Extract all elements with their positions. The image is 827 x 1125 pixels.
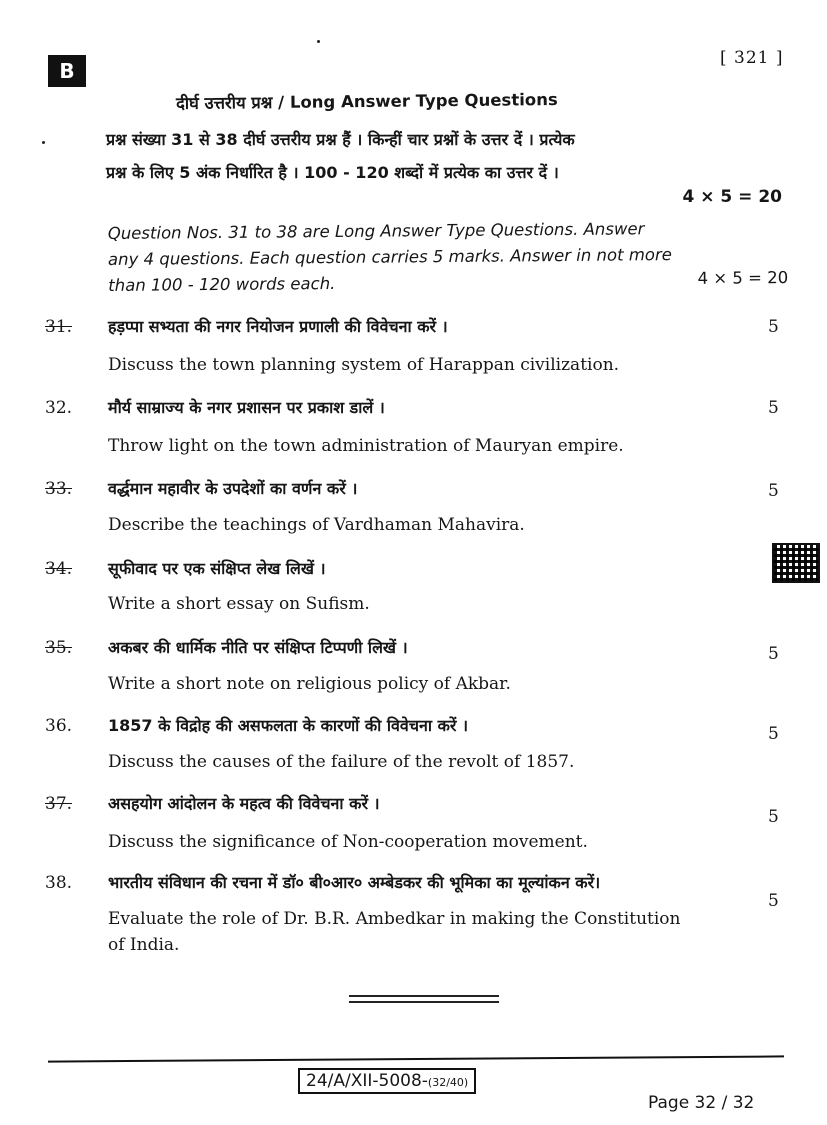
question-hindi: वर्द्धमान महावीर के उपदेशों का वर्णन करें । <box>108 479 358 498</box>
page-number: Page 32 / 32 <box>648 1093 755 1113</box>
end-rule <box>349 995 499 997</box>
footer-code: 24/A/XII-5008- <box>306 1071 428 1091</box>
question-english: Discuss the significance of Non-cooperation movement. <box>108 832 588 852</box>
question-english: Evaluate the role of Dr. B.R. Ambedkar in making the Constitution <box>108 909 681 929</box>
question-number: 37. <box>45 794 73 814</box>
question-english: Discuss the town planning system of Harappan civilization. <box>108 355 620 375</box>
question-number: 34. <box>45 559 73 579</box>
hindi-instruction-line-2: प्रश्न के लिए 5 अंक निर्धारित है । 100 - 120 शब्दों में प्रत्येक का उत्तर दें । <box>106 163 559 182</box>
question-marks: 5 <box>768 807 779 827</box>
question-hindi: 1857 के विद्रोह की असफलता के कारणों की विवेचना करें । <box>108 716 469 735</box>
question-marks: 5 <box>768 317 779 337</box>
hindi-instructions <box>106 123 796 189</box>
question-hindi: भारतीय संविधान की रचना में डॉ० बी०आर० अम्बेडकर की भूमिका का मूल्यांकन करें। <box>108 873 601 892</box>
question-marks: 5 <box>768 644 779 664</box>
question-english: Throw light on the town administration of Mauryan empire. <box>108 436 624 456</box>
english-instruction-line-2: any 4 questions. Each question carries 5 marks. Answer in not more <box>107 245 672 269</box>
question-hindi: मौर्य साम्राज्य के नगर प्रशासन पर प्रकाश डालें । <box>108 398 385 417</box>
question-number: 35. <box>45 638 73 658</box>
question-hindi: हड़प्पा सभ्यता की नगर नियोजन प्रणाली की विवेचना करें । <box>108 317 448 336</box>
question-number: 31. <box>45 317 73 337</box>
question-english: Write a short essay on Sufism. <box>108 594 370 614</box>
footer-code-small: (32/40) <box>427 1076 469 1089</box>
question-number: 38. <box>45 873 73 893</box>
question-number: 36. <box>45 716 73 736</box>
question-english: Describe the teachings of Vardhaman Mahavira. <box>108 515 525 535</box>
section-heading: दीर्घ उत्तरीय प्रश्न / Long Answer Type Questions <box>175 90 558 113</box>
paper-code: [ 321 ] <box>720 48 784 68</box>
speck <box>42 141 45 144</box>
english-total-marks: 4 × 5 = 20 <box>697 268 789 288</box>
footer-divider <box>48 1055 784 1062</box>
question-number: 33. <box>45 479 73 499</box>
section-badge: B <box>48 55 86 87</box>
question-marks: 5 <box>768 398 779 418</box>
hindi-total-marks: 4 × 5 = 20 <box>682 187 782 207</box>
footer-code-box <box>298 1068 476 1094</box>
english-instructions <box>108 215 789 299</box>
english-instruction-line-1: Question Nos. 31 to 38 are Long Answer Type Questions. Answer <box>107 219 645 243</box>
hindi-instruction-line-1: प्रश्न संख्या 31 से 38 दीर्घ उत्तरीय प्रश्न हैं । किन्हीं चार प्रश्नों के उत्तर दें । प्रत्येक <box>106 130 575 149</box>
question-marks: 5 <box>768 891 779 911</box>
question-hindi: सूफीवाद पर एक संक्षिप्त लेख लिखें । <box>108 559 326 578</box>
end-rule <box>349 1001 499 1003</box>
question-english: Discuss the causes of the failure of the revolt of 1857. <box>108 752 575 772</box>
question-number: 32. <box>45 398 73 418</box>
english-instruction-line-3: than 100 - 120 words each. <box>108 273 336 295</box>
question-english-continued: of India. <box>108 935 180 955</box>
qr-code <box>772 543 820 583</box>
question-marks: 5 <box>768 724 779 744</box>
question-english: Write a short note on religious policy of Akbar. <box>108 674 511 694</box>
speck <box>317 40 320 43</box>
question-marks: 5 <box>768 481 779 501</box>
question-hindi: अकबर की धार्मिक नीति पर संक्षिप्त टिप्पणी लिखें । <box>108 638 408 657</box>
question-hindi: असहयोग आंदोलन के महत्व की विवेचना करें । <box>108 794 380 813</box>
